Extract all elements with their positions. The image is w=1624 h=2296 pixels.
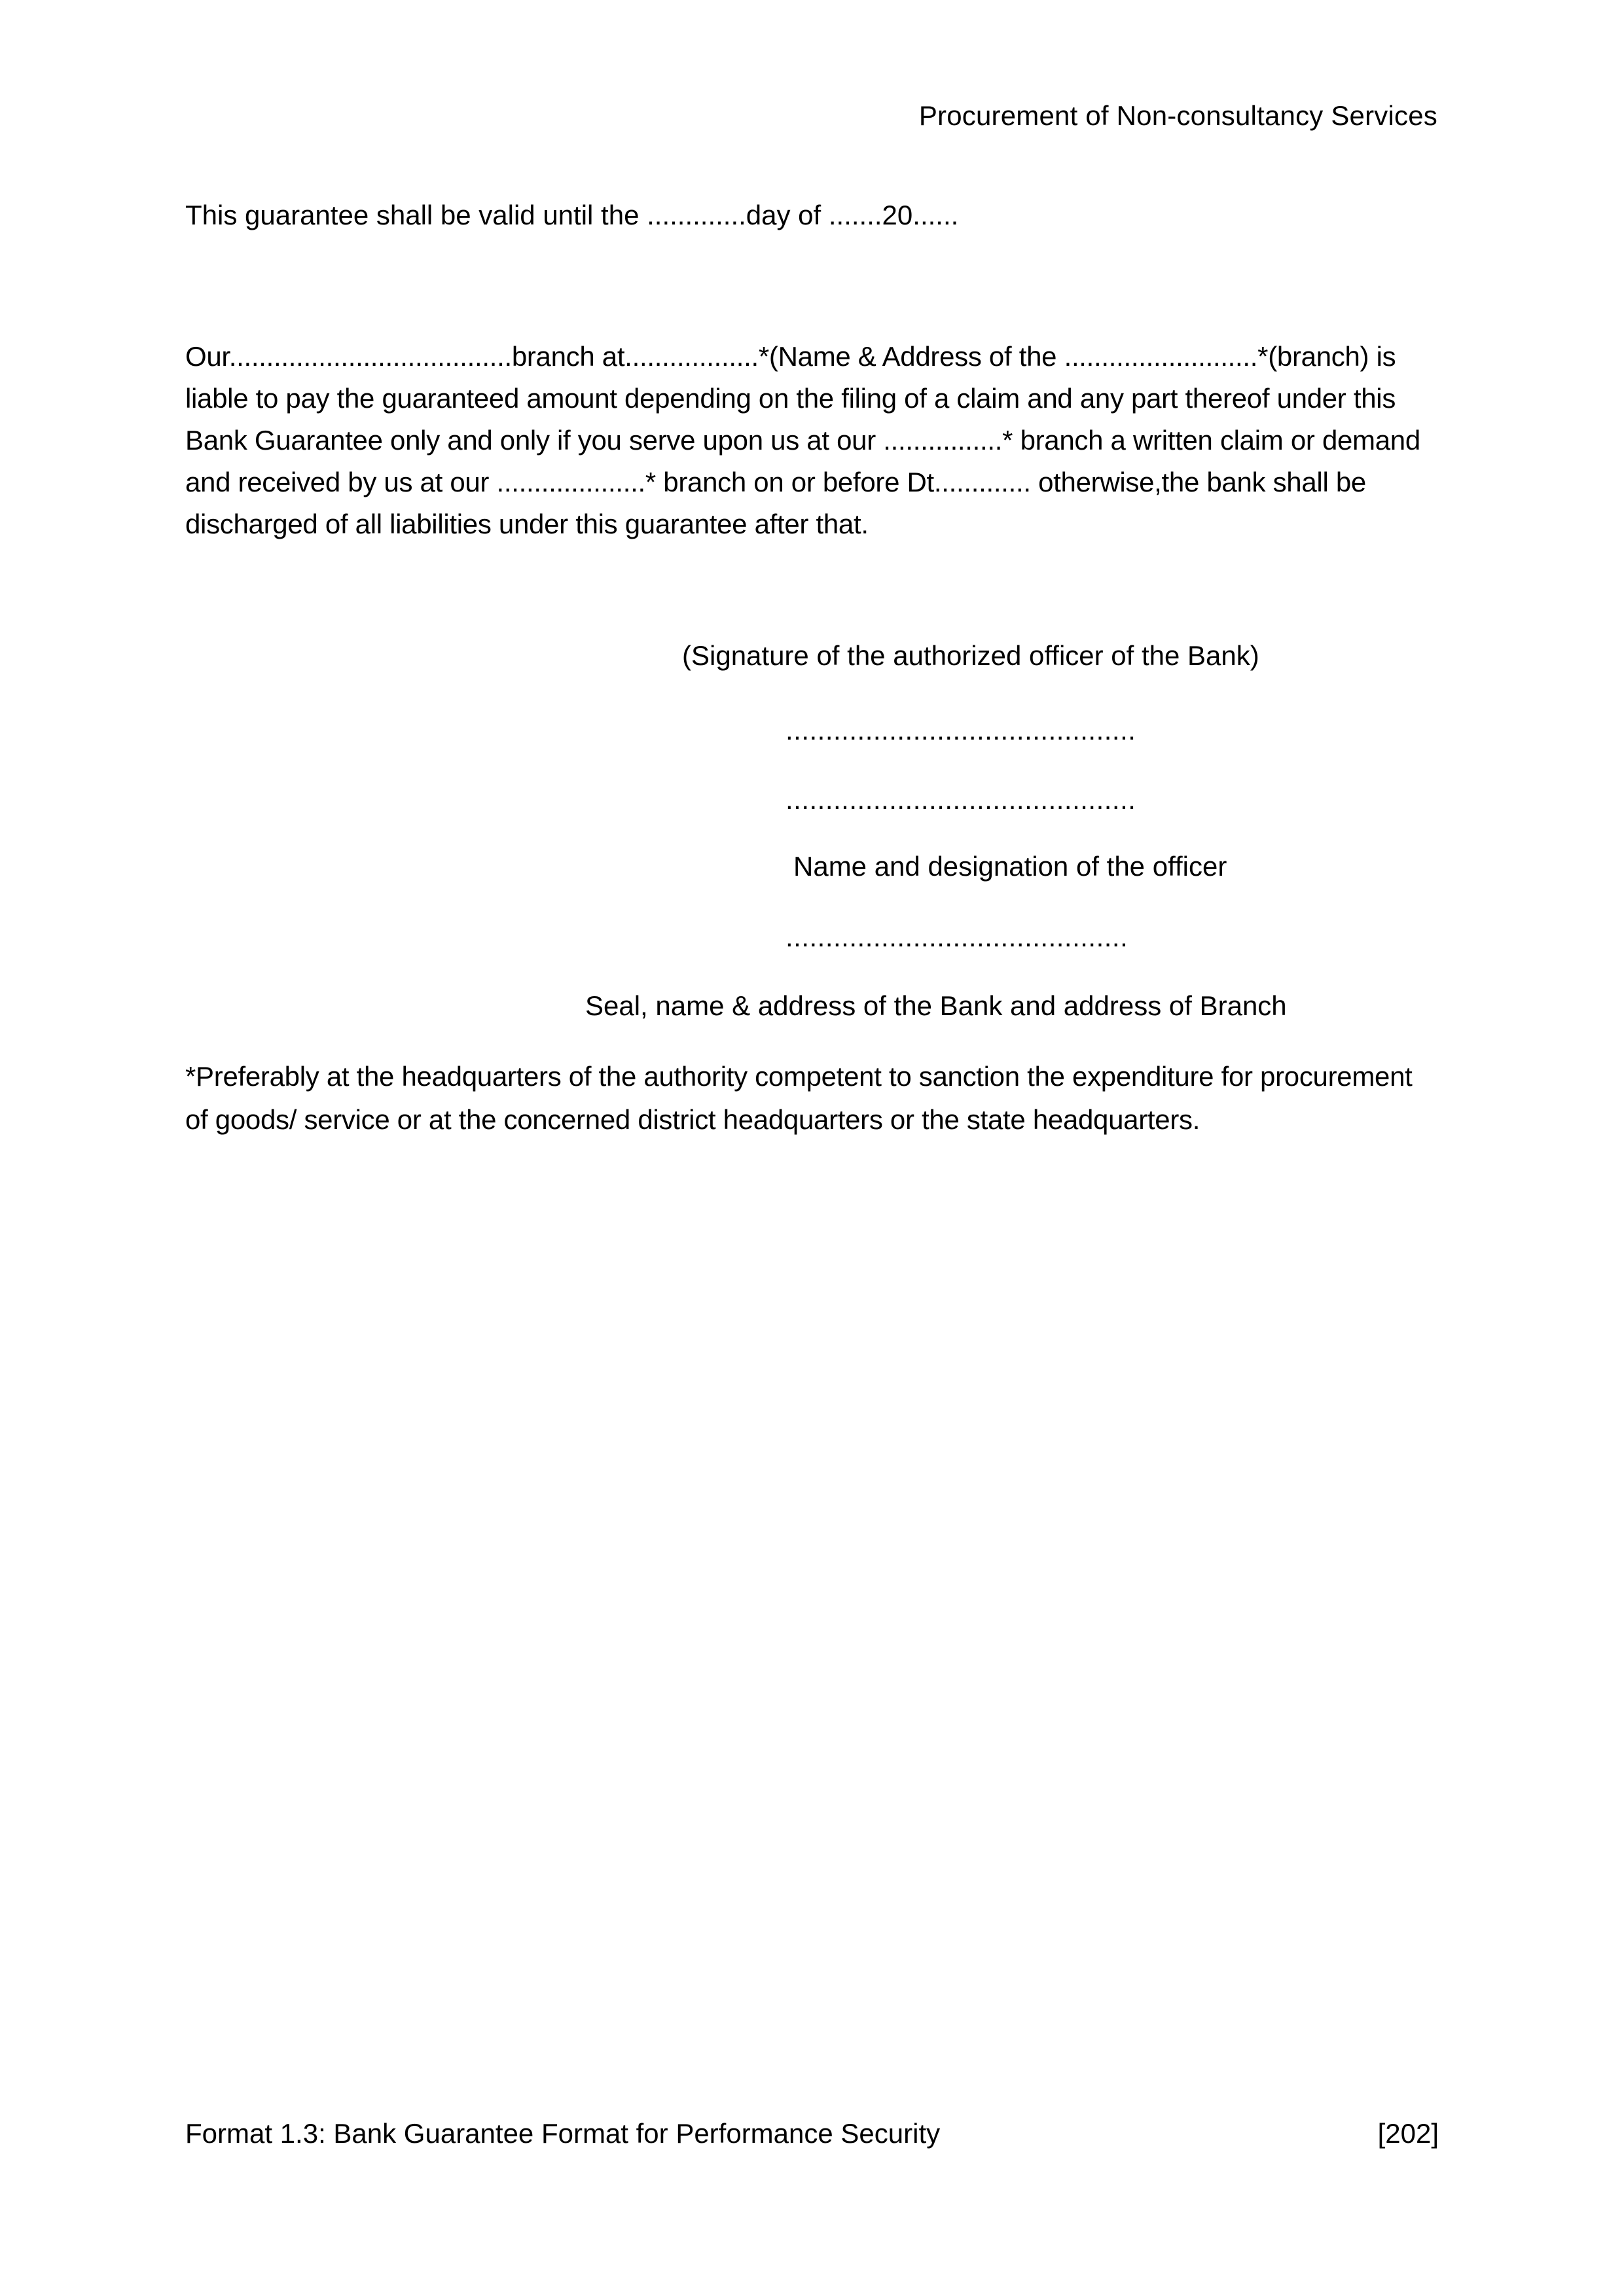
- page-footer: [185, 2117, 1439, 2150]
- seal-address-label: Seal, name & address of the Bank and address of Branch: [585, 990, 1287, 1021]
- officer-designation-label: Name and designation of the officer: [793, 851, 1227, 882]
- signature-dotted-line: ............................................: [785, 715, 1136, 745]
- footer-format-label: Format 1.3: Bank Guarantee Format for Performance Security: [185, 2118, 941, 2149]
- signature-dotted-line: ...........................................: [785, 922, 1128, 952]
- signature-caption: (Signature of the authorized officer of the Bank): [682, 640, 1259, 671]
- footer-page-number: [202]: [1377, 2118, 1439, 2149]
- footnote-text: *Preferably at the headquarters of the authority competent to sanction the expenditure for procurement of goods/ service or at the concerned district headquarters or the state headquarters.: [185, 1061, 1413, 1135]
- signature-dotted-line: ............................................: [785, 784, 1136, 815]
- validity-line: This guarantee shall be valid until the .............day of .......20......: [185, 200, 959, 230]
- running-header-title: Procurement of Non-consultancy Services: [918, 100, 1437, 131]
- liability-paragraph: Our......................................branch at..................*(Name & Address of the ..........................*(branch) is liable to pay the guaranteed amount depending on the filing of a claim and any part thereof under this Bank Guarantee only and only if you serve upon us at our ................* branch a written claim or demand and received by us at our ....................* branch on or before Dt............. otherwise,the bank shall be discharged of all liabilities under this guarantee after that.: [185, 341, 1420, 539]
